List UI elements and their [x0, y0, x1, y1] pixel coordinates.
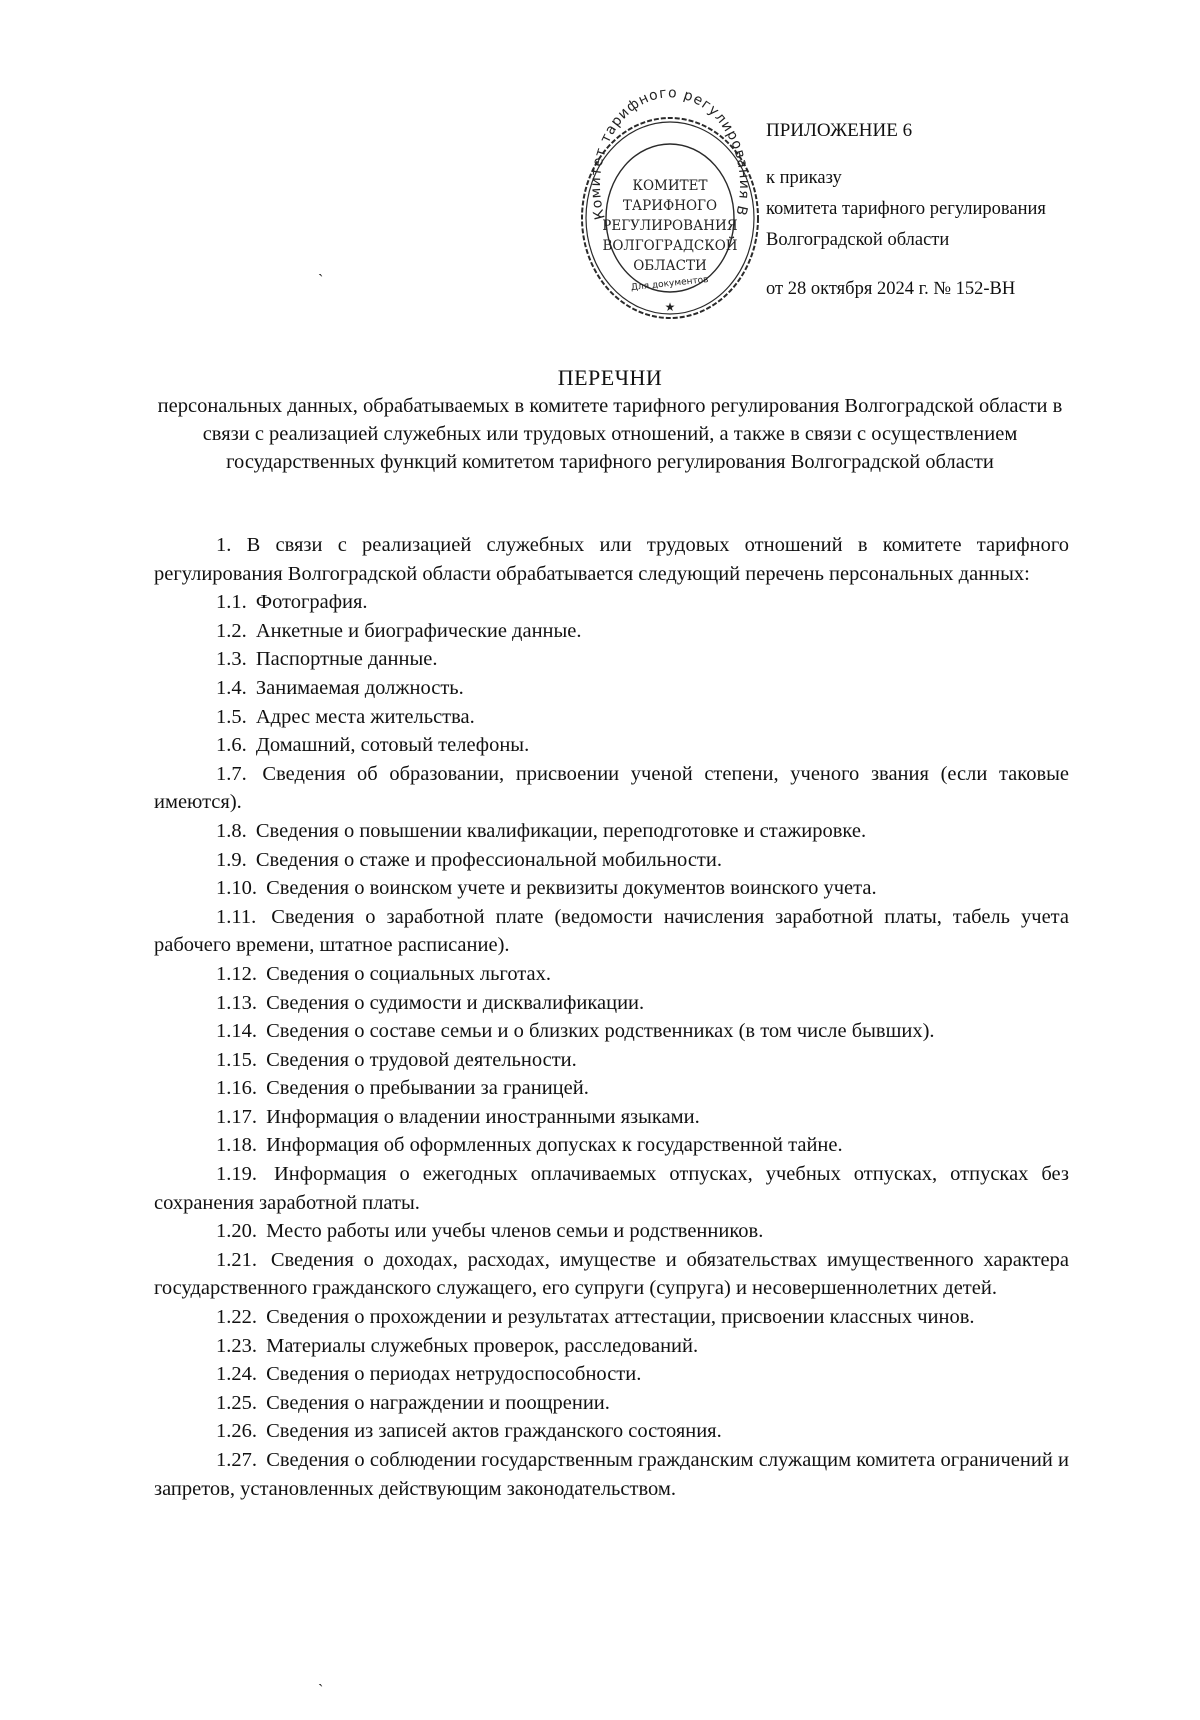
list-item	[154, 1246, 1069, 1303]
list-item	[154, 760, 1069, 817]
item-text: Сведения о награждении и поощрении.	[266, 1391, 610, 1414]
list-item	[154, 874, 1069, 903]
list-item	[154, 989, 1069, 1018]
item-number: 1.25.	[216, 1391, 257, 1414]
official-stamp	[569, 85, 765, 328]
document-body	[154, 531, 1069, 1503]
item-number: 1.11.	[216, 905, 257, 928]
item-number: 1.20.	[216, 1220, 257, 1243]
list-item	[154, 846, 1069, 875]
item-text: Сведения о пребывании за границей.	[266, 1077, 589, 1100]
item-number: 1.3.	[216, 648, 247, 671]
stamp-line-1: КОМИТЕТ	[632, 178, 708, 194]
list-item	[154, 617, 1069, 646]
item-number: 1.1.	[216, 591, 247, 614]
item-number: 1.14.	[216, 1020, 257, 1043]
item-number: 1.6.	[216, 734, 247, 757]
list-item	[154, 1103, 1069, 1132]
item-text: Информация об оформленных допусках к государственной тайне.	[266, 1134, 843, 1157]
list-item	[154, 1217, 1069, 1246]
item-number: 1.4.	[216, 676, 247, 699]
list-item	[154, 1389, 1069, 1418]
appendix-title: ПРИЛОЖЕНИЕ 6	[766, 120, 913, 141]
item-text: Сведения о социальных льготах.	[266, 962, 551, 985]
item-number: 1.21.	[216, 1248, 257, 1271]
stamp-bottom-text: Для документов	[630, 274, 710, 294]
item-text: Занимаемая должность.	[255, 676, 464, 699]
appendix-order: от 28 октября 2024 г. № 152-ВН	[766, 279, 1016, 299]
item-text: Информация о владении иностранными языками.	[266, 1105, 700, 1128]
appendix-line-2: комитета тарифного регулирования	[766, 199, 1046, 219]
item-text: Сведения о соблюдении государственным гражданским служащим комитета ограничений и запретов, установленных действующим законодательством.	[154, 1449, 1070, 1500]
document-subtitle: персональных данных, обрабатываемых в комитете тарифного регулирования Волгоградской области в связи с реализацией служебных или трудовых отношений, а также в связи с осуществлением государственных функций комитетом тарифного регулирования Волгоградской области	[157, 395, 1063, 473]
list-item	[154, 1332, 1069, 1361]
list-item	[154, 1360, 1069, 1389]
item-text: Сведения о повышении квалификации, переподготовке и стажировке.	[255, 819, 867, 842]
stamp-line-2: ТАРИФНОГО	[622, 198, 718, 214]
item-number: 1.26.	[216, 1420, 257, 1443]
item-text: Сведения о доходах, расходах, имуществе и обязательствах имущественного характера государственного гражданского служащего, его супруги (супруга) и несовершеннолетних детей.	[154, 1248, 1069, 1300]
item-number: 1.9.	[216, 848, 247, 871]
list-item	[154, 1046, 1069, 1075]
item-text: Сведения о стаже и профессиональной мобильности.	[255, 848, 722, 871]
item-number: 1.19.	[216, 1163, 257, 1186]
items-list	[154, 588, 1069, 1503]
item-text: Домашний, сотовый телефоны.	[255, 734, 530, 757]
item-text: Сведения о судимости и дисквалификации.	[266, 991, 645, 1014]
section-intro: 1. В связи с реализацией служебных или трудовых отношений в комитете тарифного регулирования Волгоградской области обрабатывается следующий перечень персональных данных:	[154, 534, 1069, 585]
item-number: 1.15.	[216, 1048, 257, 1071]
stamp-outer-text: Комитет тарифного регулирования Волгоградской области	[569, 85, 753, 222]
document-heading	[150, 363, 1070, 476]
list-item	[154, 645, 1069, 674]
item-text: Паспортные данные.	[255, 648, 438, 671]
list-item	[154, 1160, 1069, 1217]
item-text: Сведения о заработной плате (ведомости начисления заработной платы, табель учета рабочего времени, штатное расписание).	[154, 905, 1069, 957]
stamp-star-icon: ★	[664, 300, 676, 314]
item-text: Сведения о трудовой деятельности.	[266, 1048, 577, 1071]
item-number: 1.7.	[216, 762, 247, 785]
item-text: Фотография.	[255, 591, 368, 614]
item-number: 1.5.	[216, 705, 247, 728]
list-item	[154, 731, 1069, 760]
list-item	[154, 1417, 1069, 1446]
item-number: 1.22.	[216, 1306, 257, 1329]
item-text: Адрес места жительства.	[255, 705, 475, 728]
item-number: 1.13.	[216, 991, 257, 1014]
appendix-line-3: Волгоградской области	[766, 230, 950, 250]
stamp-line-5: ОБЛАСТИ	[633, 258, 707, 274]
list-item	[154, 674, 1069, 703]
item-number: 1.16.	[216, 1077, 257, 1100]
list-item	[154, 817, 1069, 846]
list-item	[154, 960, 1069, 989]
item-text: Сведения об образовании, присвоении ученой степени, ученого звания (если таковые имеются).	[154, 762, 1069, 814]
item-number: 1.24.	[216, 1363, 257, 1386]
item-number: 1.23.	[216, 1334, 257, 1357]
list-item	[154, 1017, 1069, 1046]
appendix-line-1: к приказу	[766, 168, 842, 188]
item-number: 1.12.	[216, 962, 257, 985]
list-item	[154, 1074, 1069, 1103]
item-text: Сведения о прохождении и результатах аттестации, присвоении классных чинов.	[266, 1306, 975, 1329]
item-text: Материалы служебных проверок, расследований.	[266, 1334, 699, 1357]
list-item	[154, 1446, 1069, 1503]
item-number: 1.27.	[216, 1449, 257, 1471]
list-item	[154, 703, 1069, 732]
stamp-graphic	[569, 85, 765, 328]
item-text: Место работы или учебы членов семьи и родственников.	[266, 1220, 764, 1243]
scan-speck: ˋ	[318, 1682, 324, 1699]
list-item	[154, 1131, 1069, 1160]
item-number: 1.17.	[216, 1105, 257, 1128]
item-text: Сведения из записей актов гражданского состояния.	[266, 1420, 722, 1443]
list-item	[154, 903, 1069, 960]
list-item	[154, 588, 1069, 617]
item-text: Сведения о воинском учете и реквизиты документов воинского учета.	[266, 877, 877, 900]
appendix-block	[766, 115, 1046, 305]
stamp-line-4: ВОЛГОГРАДСКОЙ	[602, 238, 738, 254]
stamp-line-3: РЕГУЛИРОВАНИЯ	[602, 218, 738, 234]
item-number: 1.10.	[216, 877, 257, 900]
item-text: Сведения о периодах нетрудоспособности.	[266, 1363, 642, 1386]
item-number: 1.2.	[216, 619, 247, 642]
item-text: Информация о ежегодных оплачиваемых отпусках, учебных отпусках, отпусках без сохранения заработной платы.	[154, 1163, 1069, 1214]
item-number: 1.8.	[216, 819, 247, 842]
document-title: ПЕРЕЧНИ	[557, 365, 663, 390]
list-item	[154, 1303, 1069, 1332]
item-text: Анкетные и биографические данные.	[255, 619, 582, 642]
item-number: 1.18.	[216, 1134, 257, 1157]
scan-speck: ˋ	[318, 272, 324, 289]
item-text: Сведения о составе семьи и о близких родственниках (в том числе бывших).	[266, 1020, 935, 1043]
